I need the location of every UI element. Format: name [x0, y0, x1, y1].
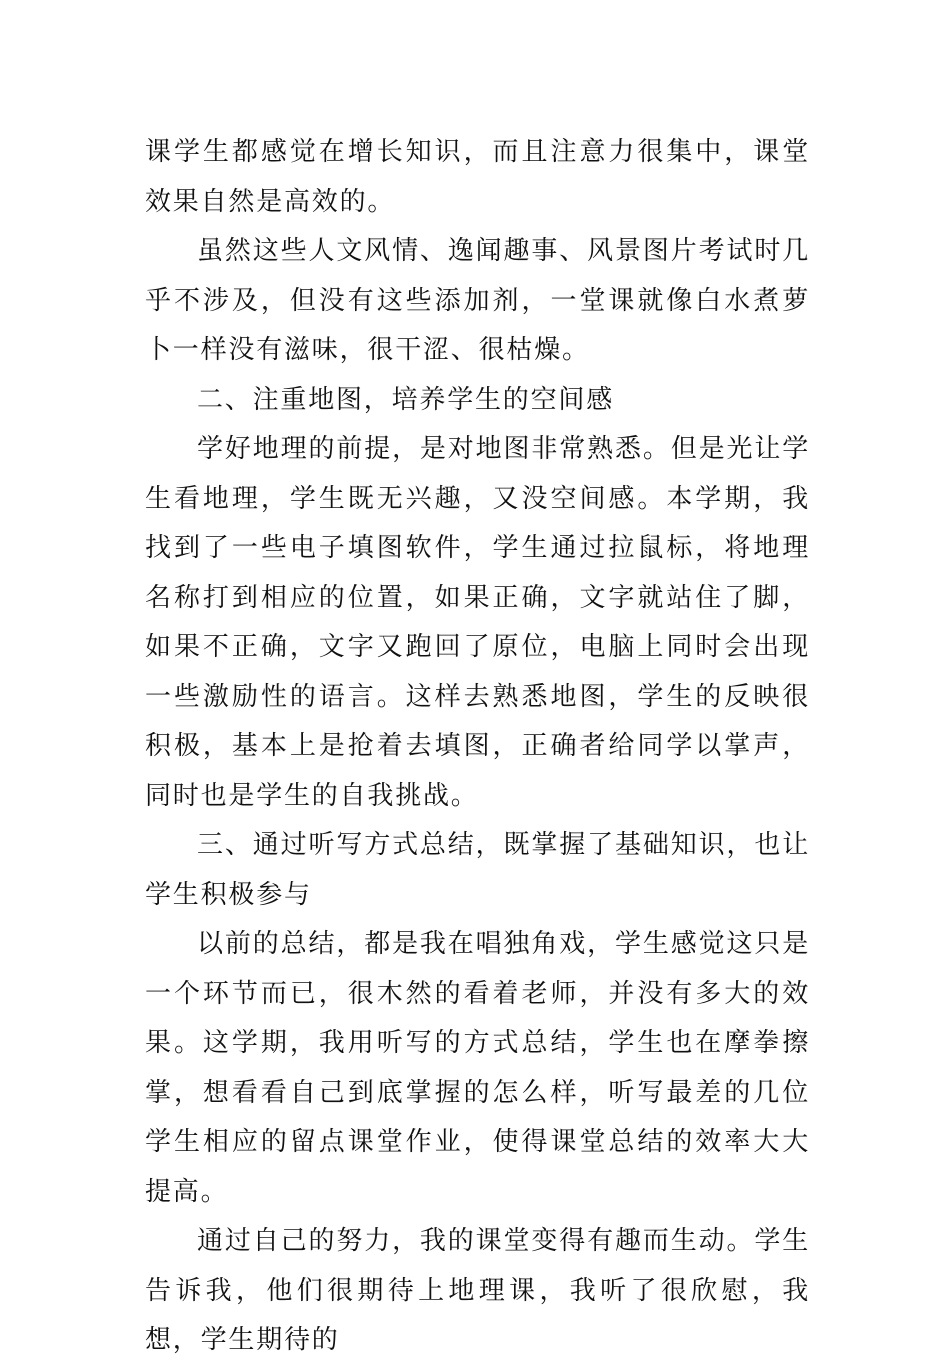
paragraph: 以前的总结，都是我在唱独角戏，学生感觉这只是一个环节而已，很木然的看着老师，并没有多大的效果。这学期，我用听写的方式总结，学生也在摩拳擦掌，想看看自己到底掌握的怎么样，听写最差的几位学生相应的留点课堂作业，使得课堂总结的效率大大提高。 [145, 929, 810, 1207]
section-heading: 二、注重地图，培养学生的空间感 [197, 384, 615, 415]
section-heading: 三、通过听写方式总结，既掌握了基础知识，也让学生积极参与 [145, 830, 810, 910]
paragraph: 通过自己的努力，我的课堂变得有趣而生动。学生告诉我，他们很期待上地理课，我听了很欣慰，我想，学生期待的 [145, 1226, 810, 1355]
document-body [145, 128, 810, 1366]
paragraph: 学好地理的前提，是对地图非常熟悉。但是光让学生看地理，学生既无兴趣，又没空间感。本学期，我找到了一些电子填图软件，学生通过拉鼠标，将地理名称打到相应的位置，如果正确，文字就站住了脚，如果不正确，文字又跑回了原位，电脑上同时会出现一些激励性的语言。这样去熟悉地图，学生的反映很积极，基本上是抢着去填图，正确者给同学以掌声，同时也是学生的自我挑战。 [145, 434, 810, 811]
paragraph: 虽然这些人文风情、逸闻趣事、风景图片考试时几乎不涉及，但没有这些添加剂，一堂课就像白水煮萝卜一样没有滋味，很干涩、很枯燥。 [145, 236, 810, 365]
paragraph-continued: 课学生都感觉在增长知识，而且注意力很集中，课堂效果自然是高效的。 [145, 137, 810, 217]
